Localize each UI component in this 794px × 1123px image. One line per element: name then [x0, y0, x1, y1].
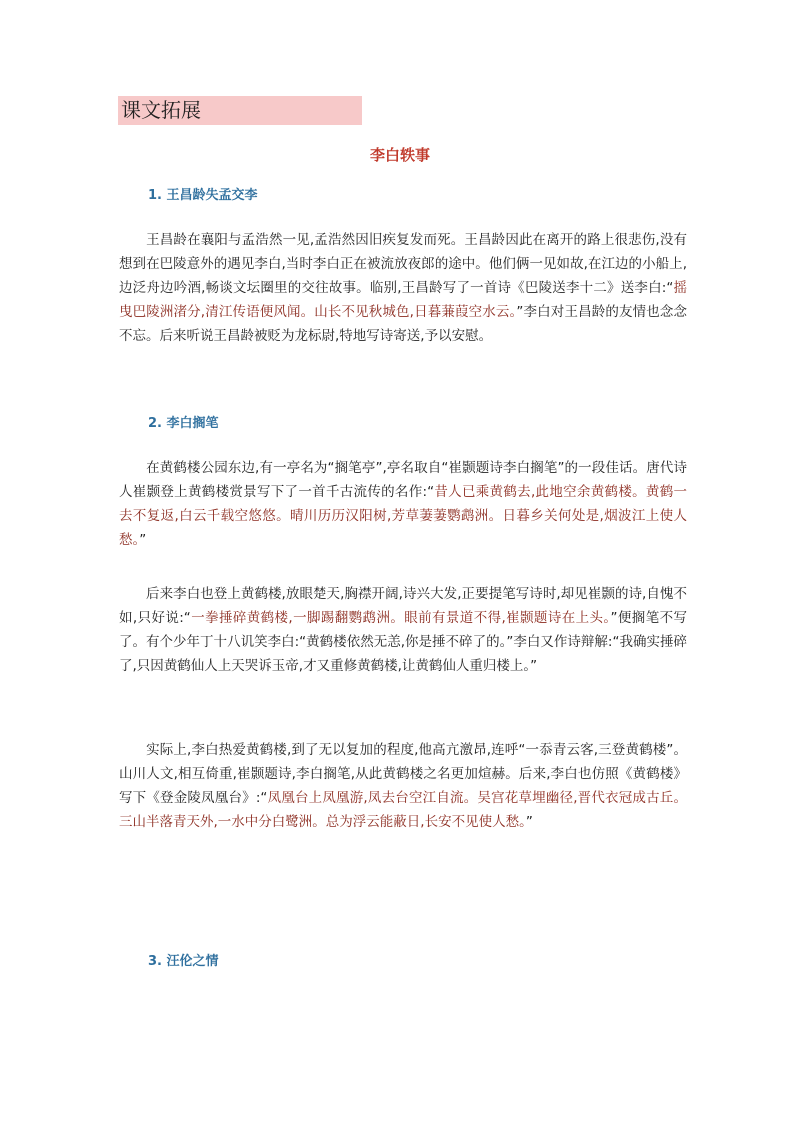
- paragraph-3: [119, 582, 687, 678]
- poem-quote: 摇曳巴陵洲渚分,清江传语便风闻。山长不见秋城色,日暮蒹葭空水云。: [119, 280, 687, 320]
- paragraph-text: 后来李白也登上黄鹤楼,放眼楚天,胸襟开阔,诗兴大发,正要提笔写诗时,却见崔颢的诗,自愧不如,只好说:“: [119, 586, 687, 626]
- section-banner: 课文拓展: [118, 96, 362, 125]
- poem-quote: 一拳捶碎黄鹤楼,一脚踢翻鹦鹉洲。眼前有景道不得,崔颢题诗在上头。: [190, 610, 611, 626]
- paragraph-text: ”: [139, 532, 147, 548]
- paragraph-text: 在黄鹤楼公园东边,有一亭名为“搁笔亭”,亭名取自“崔颢题诗李白搁笔”的一段佳话。唐代诗人崔颢登上黄鹤楼赏景写下了一首千古流传的名作:“: [119, 460, 687, 500]
- section-heading-1: 1. 王昌龄失孟交李: [148, 188, 258, 203]
- paragraph-1: [119, 228, 687, 348]
- paragraph-text: ”: [525, 814, 533, 830]
- section-heading-2: 2. 李白搁笔: [148, 416, 219, 431]
- paragraph-2: [119, 456, 687, 552]
- paragraph-text: 实际上,李白热爱黄鹤楼,到了无以复加的程度,他高亢激昂,连呼“一忝青云客,三登黄鹤楼”。山川人文,相互倚重,崔颢题诗,李白搁笔,从此黄鹤楼之名更加煊赫。后来,李白也仿照《黄鹤楼》写下《登金陵凤凰台》:“: [119, 742, 687, 806]
- paragraph-text: ”李白对王昌龄的友情也念念不忘。后来听说王昌龄被贬为龙标尉,特地写诗寄送,予以安慰。: [119, 304, 687, 344]
- article-title: 李白轶事: [369, 146, 430, 164]
- paragraph-text: ”便搁笔不写了。有个少年丁十八讥笑李白:“黄鹤楼依然无恙,你是捶不碎了的。”李白又作诗辩解:“我确实捶碎了,只因黄鹤仙人上天哭诉玉帝,才又重修黄鹤楼,让黄鹤仙人重归楼上。”: [119, 610, 687, 674]
- section-heading-3: 3. 汪伦之情: [148, 954, 219, 969]
- paragraph-4: [119, 738, 687, 834]
- poem-quote: 昔人已乘黄鹤去,此地空余黄鹤楼。黄鹤一去不复返,白云千载空悠悠。晴川历历汉阳树,芳草萋萋鹦鹉洲。日暮乡关何处是,烟波江上使人愁。: [119, 484, 688, 548]
- paragraph-text: 王昌龄在襄阳与孟浩然一见,孟浩然因旧疾复发而死。王昌龄因此在离开的路上很悲伤,没有想到在巴陵意外的遇见李白,当时李白正在被流放夜郎的途中。他们俩一见如故,在江边的小船上,边泛舟边吟酒,畅谈文坛圈里的交往故事。临别,王昌龄写了一首诗《巴陵送李十二》送李白:“: [119, 232, 687, 296]
- poem-quote: 凤凰台上凤凰游,凤去台空江自流。吴宫花草埋幽径,晋代衣冠成古丘。三山半落青天外,一水中分白鹭洲。总为浮云能蔽日,长安不见使人愁。: [119, 790, 687, 830]
